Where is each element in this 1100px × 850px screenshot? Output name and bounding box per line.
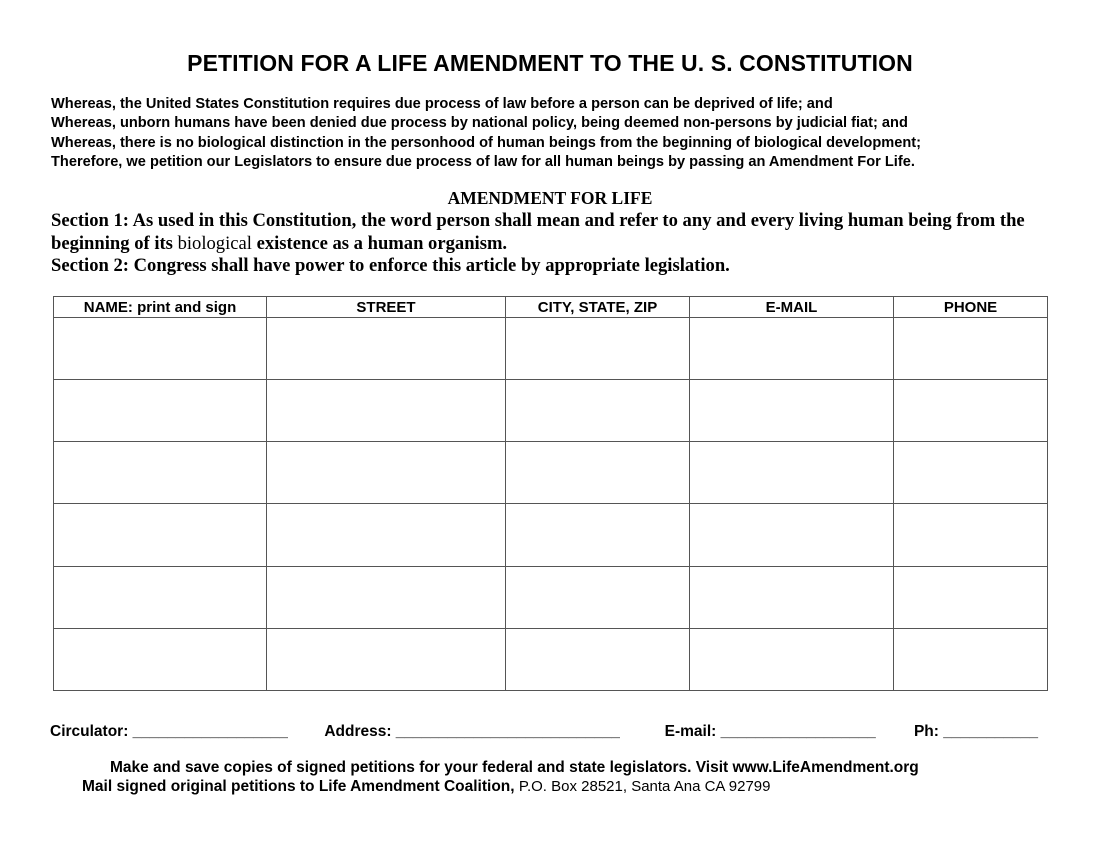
circulator-field[interactable]: Circulator: __________________ — [50, 723, 288, 740]
circulator-email-field[interactable]: E-mail: __________________ — [664, 723, 876, 740]
column-header-street: STREET — [267, 297, 506, 318]
signature-cell-email[interactable] — [690, 318, 894, 380]
table-row — [54, 442, 1048, 504]
signature-cell-name[interactable] — [54, 380, 267, 442]
circulator-phone-field[interactable]: Ph: ___________ — [913, 723, 1039, 740]
signature-cell-name[interactable] — [54, 318, 267, 380]
table-row — [54, 628, 1048, 690]
table-row — [54, 504, 1048, 566]
amendment-title: AMENDMENT FOR LIFE — [447, 188, 653, 208]
signature-table — [53, 296, 1048, 691]
signature-cell-city[interactable] — [506, 504, 690, 566]
column-header-phone: PHONE — [894, 297, 1048, 318]
section-1-text-light: biological — [177, 232, 252, 254]
signature-cell-name[interactable] — [54, 442, 267, 504]
signature-cell-name[interactable] — [54, 566, 267, 628]
signature-cell-street[interactable] — [267, 318, 506, 380]
footer-mail-address: P.O. Box 28521, Santa Ana CA 92799 — [518, 778, 771, 795]
signature-cell-email[interactable] — [690, 380, 894, 442]
signature-cell-phone[interactable] — [894, 380, 1048, 442]
signature-cell-street[interactable] — [267, 628, 506, 690]
column-header-city-state-zip: CITY, STATE, ZIP — [506, 297, 690, 318]
footer-copies-note: Make and save copies of signed petitions for your federal and state legislators. Visit www.LifeAmendment.org — [110, 759, 919, 776]
whereas-line: Whereas, there is no biological distinction in the personhood of human beings from the beginning of biological development; — [51, 134, 921, 151]
footer-mail-text: Mail signed original petitions to Life Amendment Coalition, — [82, 778, 519, 795]
whereas-clauses — [51, 95, 1061, 172]
signature-cell-street[interactable] — [267, 380, 506, 442]
signature-cell-email[interactable] — [690, 566, 894, 628]
signature-cell-phone[interactable] — [894, 628, 1048, 690]
petition-title: PETITION FOR A LIFE AMENDMENT TO THE U. S. CONSTITUTION — [187, 50, 913, 76]
circulator-line — [50, 723, 1090, 741]
footer-mailing-note — [82, 778, 770, 796]
table-row — [54, 566, 1048, 628]
table-header-row — [54, 297, 1048, 318]
signature-cell-city[interactable] — [506, 628, 690, 690]
signature-cell-street[interactable] — [267, 442, 506, 504]
signature-cell-name[interactable] — [54, 628, 267, 690]
table-row — [54, 380, 1048, 442]
section-1 — [51, 210, 1051, 255]
table-row — [54, 318, 1048, 380]
column-header-email: E-MAIL — [690, 297, 894, 318]
signature-cell-phone[interactable] — [894, 442, 1048, 504]
signature-cell-city[interactable] — [506, 318, 690, 380]
whereas-line: Whereas, unborn humans have been denied due process by national policy, being deemed non-persons by judicial fiat; and — [51, 115, 908, 132]
signature-cell-city[interactable] — [506, 442, 690, 504]
signature-cell-street[interactable] — [267, 566, 506, 628]
signature-cell-phone[interactable] — [894, 566, 1048, 628]
signature-cell-email[interactable] — [690, 504, 894, 566]
signature-cell-name[interactable] — [54, 504, 267, 566]
amendment-text — [51, 210, 1051, 278]
signature-cell-phone[interactable] — [894, 318, 1048, 380]
section-1-text-b: existence as a human organism. — [251, 232, 508, 254]
signature-cell-city[interactable] — [506, 380, 690, 442]
whereas-line: Whereas, the United States Constitution requires due process of law before a person can be deprived of life; and — [51, 96, 833, 112]
section-1-text-a: Section 1: As used in this Constitution, the word person shall mean and refer to any and every living human being from the beginning of its — [51, 210, 1025, 254]
signature-cell-street[interactable] — [267, 504, 506, 566]
section-2: Section 2: Congress shall have power to enforce this article by appropriate legislation. — [51, 255, 730, 276]
signature-cell-phone[interactable] — [894, 504, 1048, 566]
column-header-name: NAME: print and sign — [54, 297, 267, 318]
signature-cell-city[interactable] — [506, 566, 690, 628]
signature-cell-email[interactable] — [690, 442, 894, 504]
circulator-address-field[interactable]: Address: __________________________ — [324, 723, 620, 740]
therefore-line: Therefore, we petition our Legislators to ensure due process of law for all human beings by passing an Amendment For Life. — [51, 153, 915, 170]
signature-cell-email[interactable] — [690, 628, 894, 690]
